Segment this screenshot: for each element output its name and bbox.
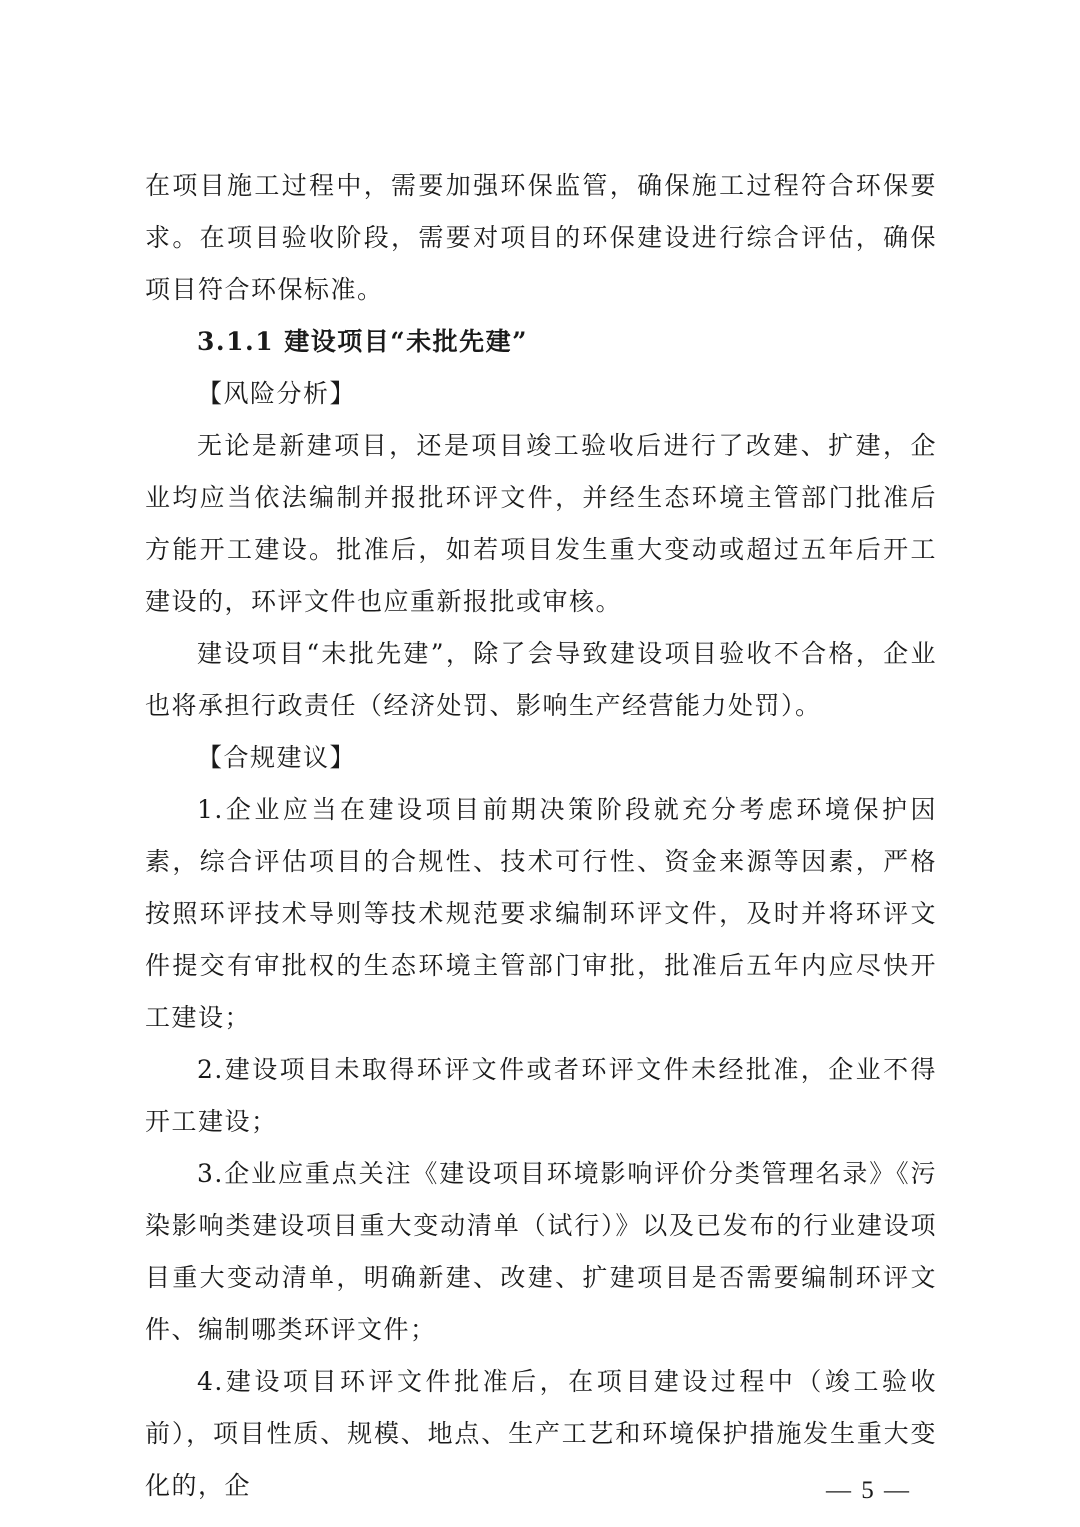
advice-item-3: 3.企业应重点关注《建设项目环境影响评价分类管理名录》《污染影响类建设项目重大变动清单（试行）》以及已发布的行业建设项目重大变动清单，明确新建、改建、扩建项目是否需要编制环评文件、编制哪类环评文件； [145, 1159, 937, 1344]
compliance-advice-label: 【合规建议】 [197, 743, 357, 772]
paragraph-risk-2: 建设项目“未批先建”，除了会导致建设项目验收不合格，企业也将承担行政责任（经济处罚、影响生产经营能力处罚）。 [145, 639, 937, 720]
advice-item-2: 2.建设项目未取得环评文件或者环评文件未经批准，企业不得开工建设； [145, 1055, 937, 1136]
document-body [145, 160, 937, 1512]
paragraph-risk-1: 无论是新建项目，还是项目竣工验收后进行了改建、扩建，企业均应当依法编制并报批环评文件，并经生态环境主管部门批准后方能开工建设。批准后，如若项目发生重大变动或超过五年后开工建设的，环评文件也应重新报批或审核。 [145, 431, 937, 616]
advice-item-4: 4.建设项目环评文件批准后，在项目建设过程中（竣工验收前），项目性质、规模、地点、生产工艺和环境保护措施发生重大变化的，企 [145, 1367, 937, 1500]
advice-item-1: 1.企业应当在建设项目前期决策阶段就充分考虑环境保护因素，综合评估项目的合规性、技术可行性、资金来源等因素，严格按照环评技术导则等技术规范要求编制环评文件，及时并将环评文件提交有审批权的生态环境主管部门审批，批准后五年内应尽快开工建设； [145, 795, 937, 1032]
paragraph-intro: 在项目施工过程中，需要加强环保监管，确保施工过程符合环保要求。在项目验收阶段，需要对项目的环保建设进行综合评估，确保项目符合环保标准。 [145, 171, 937, 304]
page-number: — 5 — [826, 1477, 911, 1504]
section-heading: 3.1.1 建设项目“未批先建” [197, 327, 529, 356]
risk-analysis-label: 【风险分析】 [197, 379, 357, 408]
